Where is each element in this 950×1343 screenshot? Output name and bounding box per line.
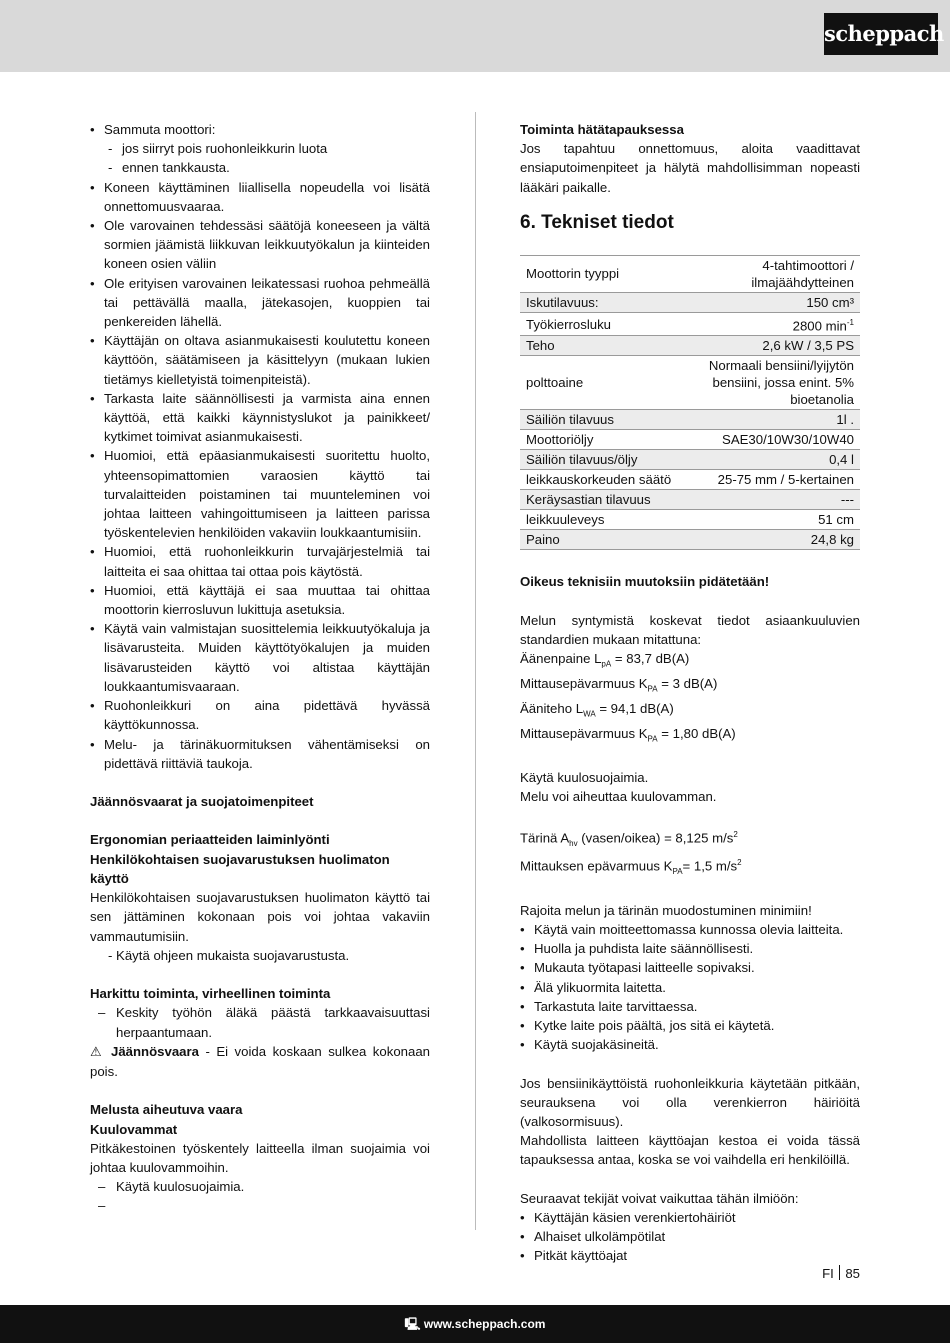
table-row: [520, 430, 860, 450]
page-header: [0, 0, 950, 72]
spec-value: SAE30/10W30/10W40: [682, 430, 860, 450]
value-mid: = 1,5 m/s: [682, 858, 738, 874]
spec-value: 150 cm³: [682, 292, 860, 312]
spec-label: polttoaine: [520, 356, 682, 410]
spec-table: [520, 255, 860, 550]
spec-value-sup: -1: [846, 317, 854, 327]
ppe-text: Henkilökohtaisen suojavarustuksen huolimaton käyttö tai sen jättäminen kokonaan pois voi johtaa vakaviin vammautumisiin.: [90, 890, 430, 944]
value-prefix: Ääniteho L: [520, 700, 584, 716]
spec-label: Keräysastian tilavuus: [520, 490, 682, 510]
list-item: • Huomioi, että epäasianmukaisesti suoritettu huolto, yhteensopimattomien varaosien käyttö tai turvalaitteiden poistaminen tai muunteleminen voi johtaa laitteen vahingoittumiseen ja laitteen parissa työskentelevien henkilöiden vakaviin loukkaantumisiin.: [90, 446, 430, 542]
measurement-uncertainty: [520, 724, 860, 749]
spec-value: 25-75 mm / 5-kertainen: [682, 470, 860, 490]
table-row: [520, 510, 860, 530]
value-prefix: Tärinä A: [520, 830, 570, 846]
value-suffix: = 1,80 dB(A): [657, 725, 736, 741]
careless-item: [90, 1003, 430, 1041]
sound-power: [520, 699, 860, 724]
noise-item: [90, 1177, 430, 1196]
noise-intro: Melun syntymistä koskevat tiedot asiaankuuluvien standardien mukaan mitattuna:: [520, 612, 860, 647]
list-item: • Melu- ja tärinäkuormituksen vähentämiseksi on pidettävä riittäviä taukoja.: [90, 735, 430, 773]
page-number-value: 85: [845, 1266, 860, 1281]
value-sub: PA: [647, 734, 658, 744]
spec-value: [682, 312, 860, 335]
table-row: [520, 410, 860, 430]
left-column: [90, 120, 430, 1214]
value-sub: PA: [672, 867, 683, 877]
ppe-instruction: - Käytä ohjeen mukaista suojavarustusta.: [108, 947, 350, 963]
spec-label: Säiliön tilavuus/öljy: [520, 450, 682, 470]
warning-text: - Ei voida koskaan sulkea kokonaan pois.: [90, 1043, 430, 1079]
noise-heading: Melusta aiheutuva vaara: [90, 1102, 243, 1118]
list-item: • Huomioi, että käyttäjä ei saa muuttaa tai ohittaa moottorin kierrosluvun lukittuja asetuksia.: [90, 581, 430, 619]
page-number: [822, 1265, 860, 1281]
page-number-separator: [839, 1265, 841, 1280]
list-item: [90, 120, 430, 139]
spec-label: Moottoriöljy: [520, 430, 682, 450]
ergonomics-heading: Ergonomian periaatteiden laiminlyönti: [90, 832, 330, 848]
list-item: • Käytä suojakäsineitä.: [520, 1035, 860, 1054]
table-row: [520, 356, 860, 410]
spec-label: Paino: [520, 530, 682, 550]
value-sub: pA: [601, 659, 612, 669]
vibration-uncertainty: [520, 853, 860, 881]
residual-warning: [90, 1042, 430, 1081]
dash-marker: –: [98, 1198, 106, 1214]
value-mid: (vasen/oikea) = 8,125 m/s: [577, 830, 734, 846]
sub-list-item: - jos siirryt pois ruohonleikkurin luota: [90, 139, 430, 158]
page-footer: [0, 1305, 950, 1343]
list-item: • Ruohonleikkuri on aina pidettävä hyvässä käyttökunnossa.: [90, 696, 430, 734]
vibration-value: [520, 825, 860, 853]
spec-label: Teho: [520, 336, 682, 356]
spec-label: Iskutilavuus:: [520, 292, 682, 312]
long-use-text: Jos bensiinikäyttöistä ruohonleikkuria käytetään pitkään, seurauksena voi olla verenkierron häiriöitä (valkosormisuus).: [520, 1075, 860, 1130]
limit-intro: Rajoita melun ja tärinän muodostuminen minimiin!: [520, 902, 812, 918]
hearing-protection: Käytä kuulosuojaimia.: [520, 769, 649, 785]
spec-label: Säiliön tilavuus: [520, 410, 682, 430]
sound-pressure: [520, 649, 860, 674]
column-divider: [475, 112, 476, 1230]
spec-value: 2,6 kW / 3,5 PS: [682, 336, 860, 356]
value-suffix: = 83,7 dB(A): [611, 651, 690, 666]
warning-label: Jäännösvaara: [110, 1043, 199, 1059]
list-item: • Huolla ja puhdista laite säännöllisesti.: [520, 939, 860, 958]
careless-text: Keskity työhön äläkä päästä tarkkaavaisuuttasi herpaantumaan.: [116, 1005, 430, 1040]
list-item: • Käyttäjän käsien verenkiertohäiriöt: [520, 1208, 860, 1227]
page-lang: FI: [822, 1266, 834, 1281]
brand-logo: scheppach: [824, 13, 938, 55]
value-prefix: Mittauksen epävarmuus K: [520, 858, 673, 874]
rights-reserved: Oikeus teknisiin muutoksiin pidätetään!: [520, 574, 770, 590]
list-item: • Pitkät käyttöajat: [520, 1246, 860, 1265]
emergency-heading: Toiminta hätätapauksessa: [520, 122, 684, 137]
list-item: • Ole varovainen tehdessäsi säätöjä koneeseen ja vältä sormien jäämistä liikkuvan leikkuutyökalun ja kiinteiden koneen osien väliin: [90, 216, 430, 274]
value-prefix: Mittausepävarmuus K: [520, 725, 648, 741]
list-item: • Käytä vain valmistajan suosittelemia leikkuutyökaluja ja lisävarusteita. Muiden käyttötyökalujen ja muiden lisävarusteiden käyttö voi altistaa käyttäjän loukkaantumisvaaraan.: [90, 619, 430, 696]
ppe-heading: Henkilökohtaisen suojavarustuksen huolimaton käyttö: [90, 851, 390, 886]
spec-value: 51 cm: [682, 510, 860, 530]
table-row: [520, 292, 860, 312]
long-use-note: Mahdollista laitteen käyttöajan kestoa ei voida tässä tapauksessa antaa, koska se voi vaihdella eri henkilöillä.: [520, 1133, 860, 1168]
table-row: [520, 530, 860, 550]
website-link[interactable]: www.scheppach.com: [423, 1317, 546, 1331]
spec-label: leikkauskorkeuden säätö: [520, 470, 682, 490]
list-item: • Alhaiset ulkolämpötilat: [520, 1227, 860, 1246]
list-item: • Tarkasta laite säännöllisesti ja varmista aina ennen käyttöä, että kaikki käynnistyslukot ja painikkeet/ kytkimet toimivat asianmukaisesti.: [90, 389, 430, 447]
emergency-text: Jos tapahtuu onnettomuus, aloita vaadittavat ensiaputoimenpiteet ja hälytä mahdollisimman nopeasti lääkäri paikalle.: [520, 141, 860, 195]
value-sub: PA: [647, 684, 658, 694]
spec-label: Moottorin tyyppi: [520, 255, 682, 292]
noise-text: Pitkäkestoinen työskentely laitteella ilman suojaimia voi johtaa kuulovammoihin.: [90, 1140, 430, 1175]
table-row: [520, 312, 860, 335]
value-suffix: = 3 dB(A): [657, 675, 718, 691]
right-column: [520, 120, 860, 1266]
list-item: • Ole erityisen varovainen leikatessasi ruohoa pehmeällä tai pettävällä maalla, jätekasojen, kuoppien tai penkereiden lähellä.: [90, 274, 430, 332]
value-sup: 2: [737, 858, 742, 868]
value-suffix: = 94,1 dB(A): [595, 700, 674, 716]
computer-icon: 🖳: [404, 1317, 421, 1331]
spec-value: 4-tahtimoottori / ilmajäähdytteinen: [682, 255, 860, 292]
sub-list-item: - ennen tankkausta.: [90, 158, 430, 177]
list-item: • Huomioi, että ruohonleikkurin turvajärjestelmiä tai laitteita ei saa ohittaa tai ottaa pois käytöstä.: [90, 542, 430, 580]
value-sub: hv: [569, 839, 578, 849]
hearing-warning: Melu voi aiheuttaa kuulovamman.: [520, 788, 717, 804]
list-item: • Mukauta työtapasi laitteelle sopivaksi.: [520, 958, 860, 977]
section-title: 6. Tekniset tiedot: [520, 211, 674, 233]
value-sub: WA: [583, 709, 596, 719]
spec-value: 24,8 kg: [682, 530, 860, 550]
spec-value: ---: [682, 490, 860, 510]
residual-heading: Jäännösvaarat ja suojatoimenpiteet: [90, 794, 314, 810]
value-prefix: Mittausepävarmuus K: [520, 675, 648, 691]
measurement-uncertainty: [520, 674, 860, 699]
hearing-damage-heading: Kuulovammat: [90, 1121, 178, 1137]
table-row: [520, 490, 860, 510]
careless-heading: Harkittu toiminta, virheellinen toiminta: [90, 986, 331, 1002]
spec-value: Normaali bensiini/lyijytön bensiini, jossa enint. 5% bioetanolia: [682, 356, 860, 410]
list-item: • Älä ylikuormita laitetta.: [520, 978, 860, 997]
list-item: • Käyttäjän on oltava asianmukaisesti koulutettu koneen käyttöön, säätämiseen ja käsittelyyn (mukaan lukien tietämys kielletyistä toimenpiteistä).: [90, 331, 430, 389]
table-row: [520, 470, 860, 490]
spec-value: 1l .: [682, 410, 860, 430]
noise-item-text: Käytä kuulosuojaimia.: [116, 1179, 245, 1195]
list-item: • Kytke laite pois päältä, jos sitä ei käytetä.: [520, 1016, 860, 1035]
spec-label: leikkuuleveys: [520, 510, 682, 530]
warning-icon: ⚠: [90, 1044, 105, 1060]
dash-marker: –: [98, 1005, 106, 1021]
list-item: • Käytä vain moitteettomassa kunnossa olevia laitteita.: [520, 920, 860, 939]
table-row: [520, 336, 860, 356]
list-item-text: Sammuta moottori:: [104, 122, 216, 137]
list-item: • Koneen käyttäminen liiallisella nopeudella voi lisätä onnettomuusvaaraa.: [90, 178, 430, 216]
value-sup: 2: [733, 830, 738, 840]
spec-value-text: 2800 min: [792, 318, 847, 334]
spec-value: 0,4 l: [682, 450, 860, 470]
table-row: [520, 450, 860, 470]
factors-intro: Seuraavat tekijät voivat vaikuttaa tähän ilmiöön:: [520, 1190, 799, 1206]
table-row: [520, 255, 860, 292]
spec-label: Työkierrosluku: [520, 312, 682, 335]
dash-marker: –: [98, 1179, 106, 1195]
value-prefix: Äänenpaine L: [520, 651, 602, 666]
list-item: • Tarkastuta laite tarvittaessa.: [520, 997, 860, 1016]
